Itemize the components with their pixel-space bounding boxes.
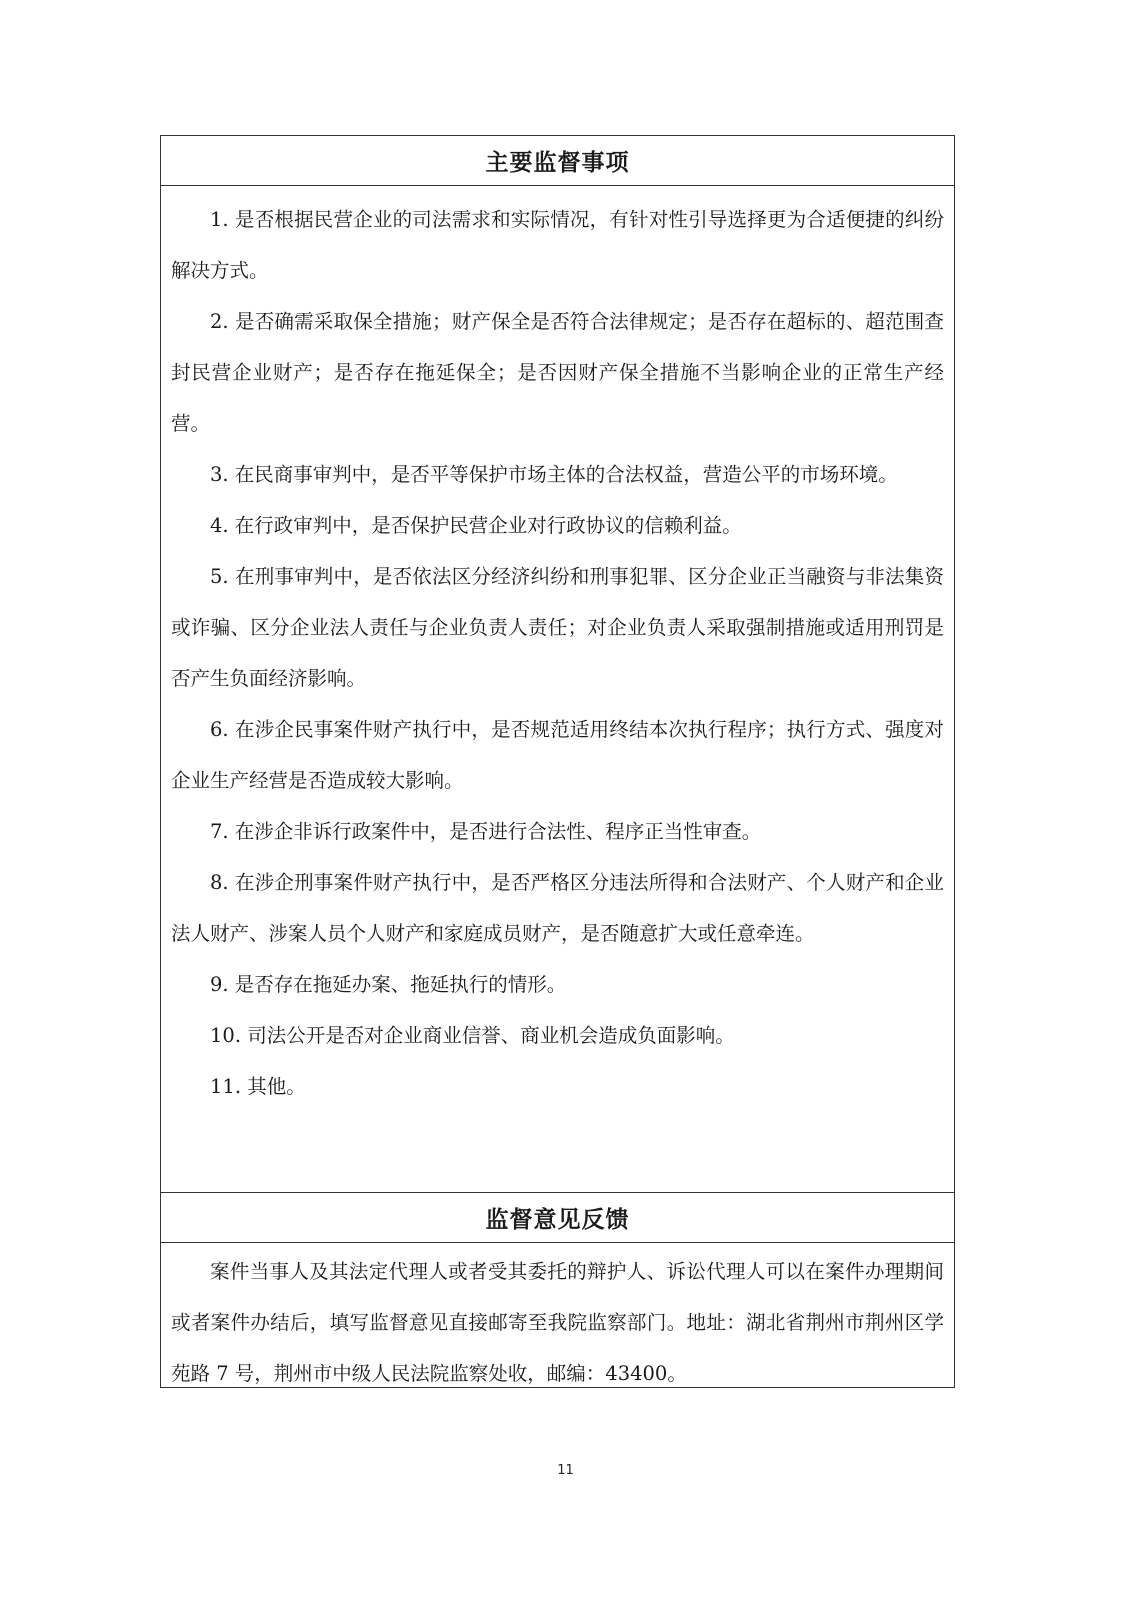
supervision-item: 4. 在行政审判中，是否保护民营企业对行政协议的信赖利益。 [210,514,742,537]
supervision-table [160,135,955,1388]
supervision-item: 6. 在涉企民事案件财产执行中，是否规范适用终结本次执行程序；执行方式、强度对企业生产经营是否造成较大影响。 [171,718,944,792]
feedback-text: 案件当事人及其法定代理人或者受其委托的辩护人、诉讼代理人可以在案件办理期间或者案件办结后，填写监督意见直接邮寄至我院监察部门。地址：湖北省荆州市荆州区学苑路 7 号，荆州市中级人民法院监察处收，邮编：43400。 [171,1260,944,1385]
feedback-title: 监督意见反馈 [161,1193,954,1243]
supervision-item: 5. 在刑事审判中，是否依法区分经济纠纷和刑事犯罪、区分企业正当融资与非法集资或诈骗、区分企业法人责任与企业负责人责任；对企业负责人采取强制措施或适用刑罚是否产生负面经济影响。 [171,565,944,690]
supervision-item: 8. 在涉企刑事案件财产执行中，是否严格区分违法所得和合法财产、个人财产和企业法人财产、涉案人员个人财产和家庭成员财产，是否随意扩大或任意牵连。 [171,871,944,945]
supervision-items-list [161,186,954,1193]
supervision-items-title: 主要监督事项 [161,136,954,186]
supervision-item: 9. 是否存在拖延办案、拖延执行的情形。 [210,973,567,996]
supervision-item: 2. 是否确需采取保全措施；财产保全是否符合法律规定；是否存在超标的、超范围查封民营企业财产；是否存在拖延保全；是否因财产保全措施不当影响企业的正常生产经营。 [171,310,944,435]
supervision-item: 3. 在民商事审判中，是否平等保护市场主体的合法权益，营造公平的市场环境。 [210,463,898,486]
supervision-item: 10. 司法公开是否对企业商业信誉、商业机会造成负面影响。 [210,1024,735,1047]
supervision-item: 1. 是否根据民营企业的司法需求和实际情况，有针对性引导选择更为合适便捷的纠纷解决方式。 [171,208,944,282]
supervision-item: 11. 其他。 [210,1075,306,1098]
page-number: 11 [557,1463,574,1478]
supervision-item: 7. 在涉企非诉行政案件中，是否进行合法性、程序正当性审查。 [210,820,762,843]
feedback-section [161,1243,954,1387]
